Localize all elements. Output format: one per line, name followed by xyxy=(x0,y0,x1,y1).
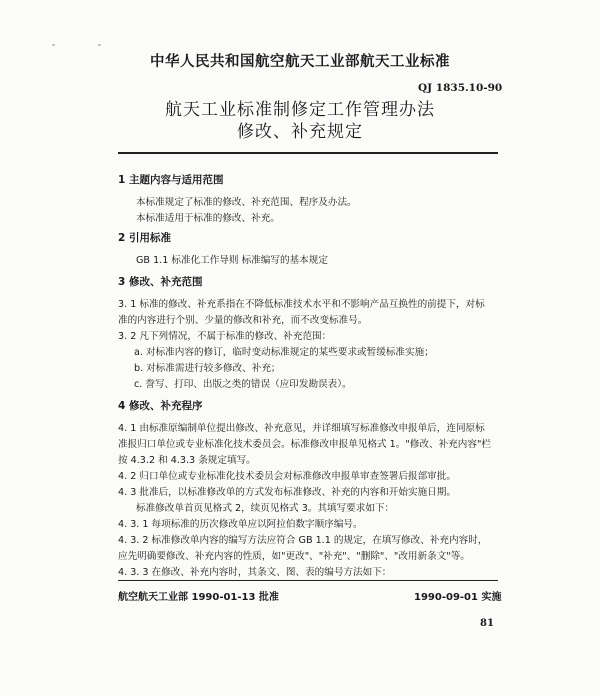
section-2-heading: 2 引用标准 xyxy=(118,232,171,244)
clause-4-1: 4. 1 由标准原编制单位提出修改、补充意见，并详细填写标准修改申报单后，连同原标 xyxy=(118,423,485,434)
section-4-heading: 4 修改、补充程序 xyxy=(118,400,203,412)
scan-speck xyxy=(52,44,55,46)
section-3-heading: 3 修改、补充范围 xyxy=(118,276,203,288)
document-title: 航天工业标准制修定工作管理办法 xyxy=(165,100,435,120)
title-divider xyxy=(118,152,498,154)
ministry-header: 中华人民共和国航空航天工业部航天工业标准 xyxy=(150,54,450,70)
clause-3-1: 3. 1 标准的修改、补充系指在不降低标准技术水平和不影响产品互换性的前提下，对标 xyxy=(118,299,485,310)
section-1-paragraph: 本标准规定了标准的修改、补充范围、程序及办法。 xyxy=(136,197,357,208)
approval-date: 航空航天工业部 1990-01-13 批准 xyxy=(118,592,279,603)
clause-4-1-cont: 按 4.3.2 和 4.3.3 条规定填写。 xyxy=(118,455,256,466)
list-item-b: b. 对标准需进行较多修改、补充； xyxy=(134,363,281,374)
page-number: 81 xyxy=(480,618,494,629)
clause-4-3-2-cont: 应先明确要修改、补充内容的性质，如"更改"、"补充"、"删除"、"改用新条文"等。 xyxy=(118,551,470,562)
footer-divider xyxy=(118,580,498,581)
implementation-date: 1990-09-01 实施 xyxy=(414,592,502,603)
document-subtitle: 修改、补充规定 xyxy=(237,122,363,142)
clause-4-3: 4. 3 批准后，以标准修改单的方式发布标准修改、补充的内容和开始实施日期。 xyxy=(118,487,456,498)
clause-4-3-2: 4. 3. 2 标准修改单内容的编写方法应符合 GB 1.1 的规定，在填写修改、补充内容时， xyxy=(118,535,488,546)
clause-4-3-3: 4. 3. 3 在修改、补充内容时，其条文、图、表的编号方法如下： xyxy=(118,567,392,578)
clause-4-2: 4. 2 归口单位或专业标准化技术委员会对标准修改申报单审查签署后报部审批。 xyxy=(118,471,456,482)
scan-speck xyxy=(98,44,101,46)
clause-4-3-cont: 标准修改单首页见格式 2，续页见格式 3。其填写要求如下： xyxy=(136,503,395,514)
list-item-a: a. 对标准内容的修订，临时变动标准规定的某些要求或暂缓标准实施； xyxy=(134,347,434,358)
clause-3-2: 3. 2 凡下列情况，不属于标准的修改、补充范围： xyxy=(118,331,332,342)
clause-4-1-cont: 准报归口单位或专业标准化技术委员会。标准修改申报单见格式 1。"修改、补充内容"栏 xyxy=(118,439,491,450)
list-item-c: c. 誊写、打印、出版之类的错误（应印发勘误表）。 xyxy=(134,379,352,390)
clause-3-1-cont: 准的内容进行个别、少量的修改和补充，而不改变标准号。 xyxy=(118,315,368,326)
clause-4-3-1: 4. 3. 1 每项标准的历次修改单应以阿拉伯数字顺序编号。 xyxy=(118,519,363,530)
standard-code: QJ 1835.10-90 xyxy=(418,82,503,94)
reference-standard: GB 1.1 标准化工作导则 标准编写的基本规定 xyxy=(136,255,328,266)
section-1-heading: 1 主题内容与适用范围 xyxy=(118,174,224,186)
section-1-paragraph: 本标准适用于标准的修改、补充。 xyxy=(136,213,280,224)
